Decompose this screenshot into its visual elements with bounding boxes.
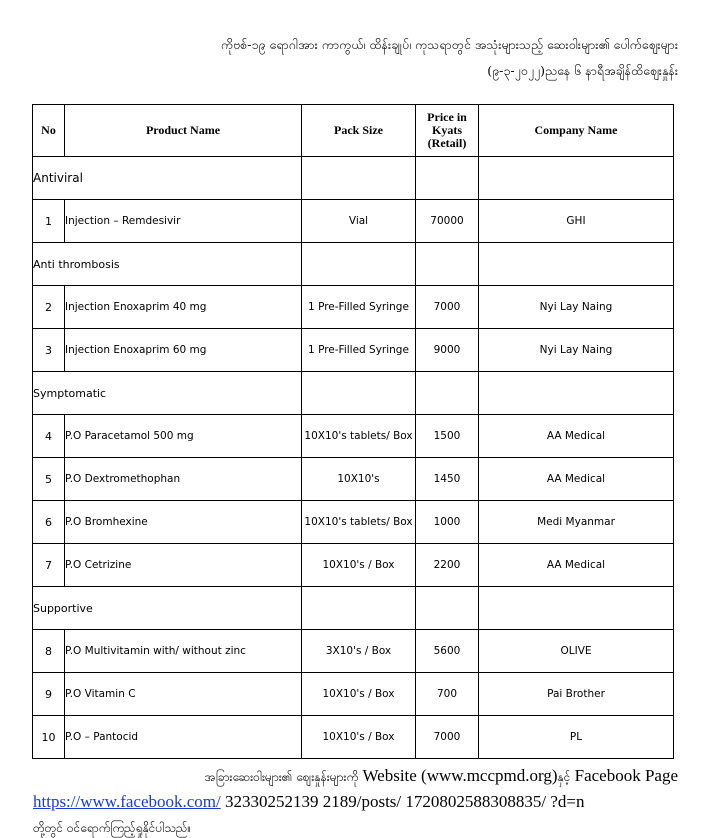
empty-cell [302,587,416,630]
price: 1450 [416,458,479,501]
row-number: 3 [33,329,65,372]
product-name: P.O Multivitamin with/ without zinc [65,630,302,673]
empty-cell [416,372,479,415]
column-header-product-name: Product Name [65,105,302,157]
empty-cell [302,243,416,286]
row-number: 7 [33,544,65,587]
footer-line-1 [33,766,678,787]
category-row [33,243,674,286]
footer-line-2 [33,792,678,812]
product-name: Injection Enoxaprim 40 mg [65,286,302,329]
pack-size: 1 Pre-Filled Syringe [302,329,416,372]
category-label: Symptomatic [33,372,302,415]
price: 1500 [416,415,479,458]
row-number: 2 [33,286,65,329]
product-name: P.O Cetrizine [65,544,302,587]
table-row [33,286,674,329]
company-name: OLIVE [479,630,674,673]
pack-size: 10X10's tablets/ Box [302,415,416,458]
product-name: P.O – Pantocid [65,716,302,759]
footer-text-and: နှင့် [557,770,571,784]
empty-cell [302,157,416,200]
category-row [33,157,674,200]
table-row [33,200,674,243]
footer-text-mm: အခြားဆေးဝါးများ၏ ဈေးနှုန်းများကို [204,770,359,784]
category-label: Supportive [33,587,302,630]
row-number: 8 [33,630,65,673]
column-header-company-name: Company Name [479,105,674,157]
price: 7000 [416,286,479,329]
empty-cell [479,372,674,415]
product-name: P.O Bromhexine [65,501,302,544]
price: 9000 [416,329,479,372]
column-header-no: No [33,105,65,157]
price: 2200 [416,544,479,587]
table-body [33,157,674,759]
pack-size: 10X10's / Box [302,544,416,587]
empty-cell [416,157,479,200]
category-row [33,372,674,415]
table-row [33,544,674,587]
empty-cell [479,587,674,630]
facebook-link-rest: 32330252139 2189/posts/ 1720802588308835/ ?d=n [225,792,585,811]
empty-cell [416,243,479,286]
company-name: Medi Myanmar [479,501,674,544]
company-name: Pai Brother [479,673,674,716]
table-row [33,458,674,501]
product-name: Injection – Remdesivir [65,200,302,243]
pack-size: 10X10's tablets/ Box [302,501,416,544]
table-row [33,415,674,458]
company-name: AA Medical [479,544,674,587]
price-header-text: Price in Kyats (Retail) [427,110,467,150]
empty-cell [416,587,479,630]
column-header-pack-size: Pack Size [302,105,416,157]
pack-size: 10X10's / Box [302,716,416,759]
facebook-link[interactable]: https://www.facebook.com/ [33,792,221,811]
pack-size: 3X10's / Box [302,630,416,673]
footer-website: Website (www.mccpmd.org) [362,766,558,785]
pack-size: 10X10's [302,458,416,501]
row-number: 9 [33,673,65,716]
column-header-price [416,105,479,157]
table-row [33,673,674,716]
document-title: ကိုဗစ်-၁၉ ရောဂါအား ကာကွယ်၊ ထိန်းချုပ်၊ ကုသရာတွင် အသုံးများသည့် ဆေးဝါးများ၏ ပေါက်ဈေးများ [220,37,678,52]
row-number: 4 [33,415,65,458]
company-name: PL [479,716,674,759]
price: 70000 [416,200,479,243]
empty-cell [479,157,674,200]
price: 700 [416,673,479,716]
row-number: 6 [33,501,65,544]
table-row [33,716,674,759]
table-row [33,630,674,673]
company-name: AA Medical [479,458,674,501]
pack-size: Vial [302,200,416,243]
table-row [33,329,674,372]
product-name: P.O Vitamin C [65,673,302,716]
company-name: Nyi Lay Naing [479,286,674,329]
document-subtitle-date: (၉-၃-၂၀၂၂)ညနေ ၆ နာရီအချိန်ထိဈေးနှုန်း [487,63,678,78]
table-row [33,501,674,544]
table-header-row [33,105,674,157]
empty-cell [302,372,416,415]
row-number: 5 [33,458,65,501]
footer-line-3: တို့တွင် ဝင်ရောက်ကြည့်ရှုနိုင်ပါသည်။ [33,821,192,835]
category-label: Antiviral [33,157,302,200]
category-label: Anti thrombosis [33,243,302,286]
row-number: 10 [33,716,65,759]
company-name: GHI [479,200,674,243]
pack-size: 10X10's / Box [302,673,416,716]
product-name: P.O Dextromethophan [65,458,302,501]
pack-size: 1 Pre-Filled Syringe [302,286,416,329]
price: 5600 [416,630,479,673]
product-name: Injection Enoxaprim 60 mg [65,329,302,372]
price: 1000 [416,501,479,544]
company-name: AA Medical [479,415,674,458]
footer-facebook-page: Facebook Page [574,766,678,785]
product-name: P.O Paracetamol 500 mg [65,415,302,458]
price: 7000 [416,716,479,759]
price-table [32,104,674,759]
empty-cell [479,243,674,286]
category-row [33,587,674,630]
row-number: 1 [33,200,65,243]
company-name: Nyi Lay Naing [479,329,674,372]
